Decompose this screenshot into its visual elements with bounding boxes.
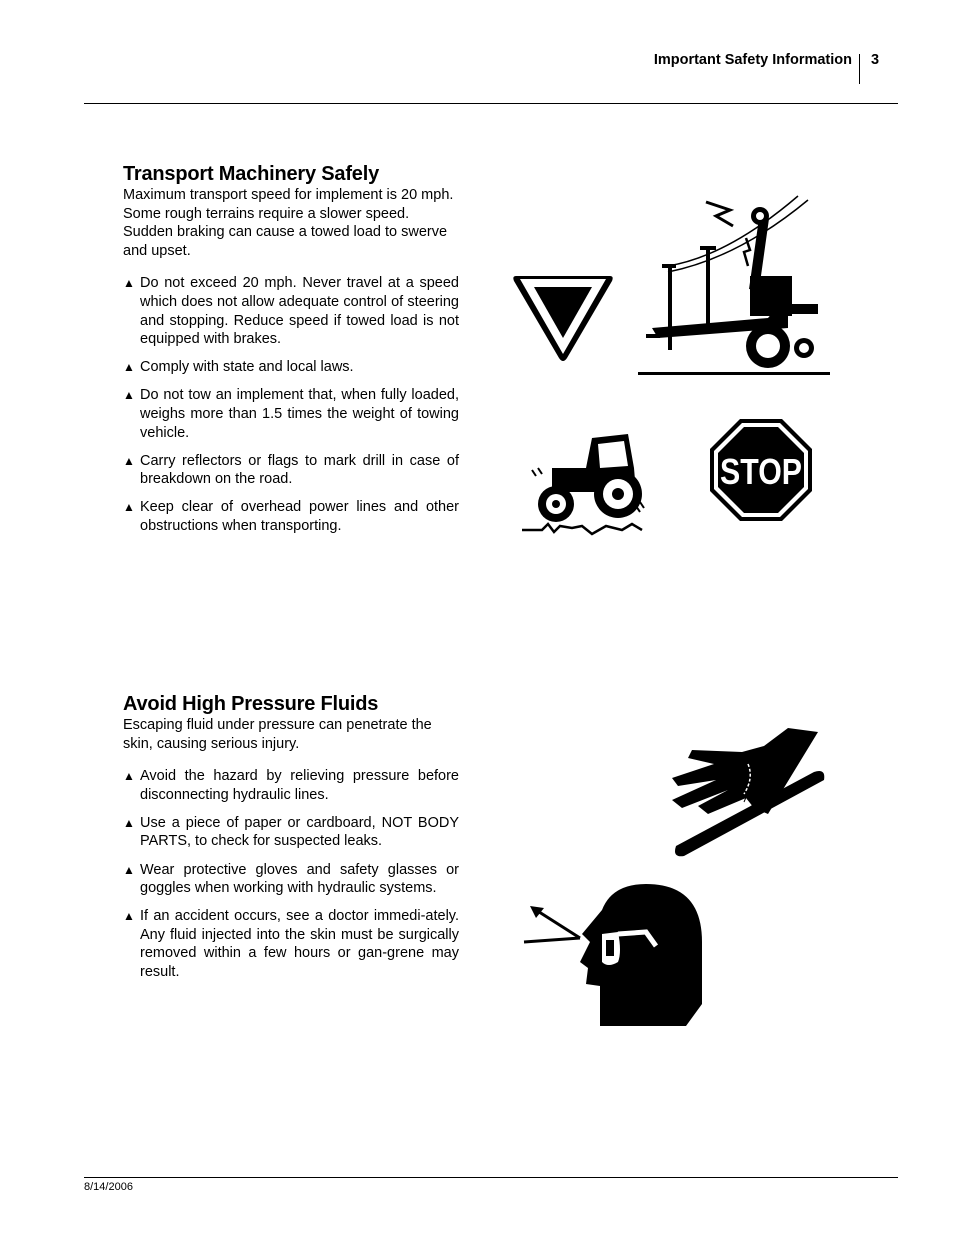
- section-title: Avoid High Pressure Fluids: [123, 693, 379, 715]
- safety-glasses-head-icon: [522, 882, 704, 1028]
- header-rule: [84, 103, 898, 104]
- section-title: Transport Machinery Safely: [123, 163, 380, 185]
- triangle-bullet-icon: ▲: [123, 388, 135, 403]
- power-line-implement-icon: [638, 196, 832, 376]
- triangle-bullet-icon: ▲: [123, 276, 135, 291]
- triangle-bullet-icon: ▲: [123, 862, 135, 877]
- list-item: ▲ Carry reflectors or flags to mark drill in case of breakdown on the road.: [123, 452, 459, 488]
- list-item: ▲ Keep clear of overhead power lines and other obstructions when transporting.: [123, 499, 459, 534]
- triangle-bullet-icon: ▲: [123, 500, 135, 515]
- triangle-bullet-icon: ▲: [123, 453, 135, 468]
- list-item: ▲ Avoid the hazard by relieving pressure before disconnecting hydraulic lines.: [123, 768, 459, 803]
- list-item: ▲ Do not tow an implement that, when fully loaded, weighs more than 1.5 times the weight of towing vehicle.: [123, 387, 459, 441]
- list-item: ▲ Wear protective gloves and safety glasses or goggles when working with hydraulic systems.: [123, 861, 459, 897]
- footer-rule: [84, 1177, 898, 1178]
- tractor-icon: [522, 432, 648, 538]
- triangle-bullet-icon: ▲: [123, 769, 135, 784]
- running-header-title: Important Safety Information: [653, 52, 852, 68]
- bullet-list: [123, 767, 459, 981]
- section-intro: Maximum transport speed for implement is 20 mph. Some rough terrains require a slower speed. Sudden braking can cause a towed load to swerve and upset.: [123, 187, 454, 259]
- page-number: 3: [871, 52, 880, 68]
- section-intro: Escaping fluid under pressure can penetrate the skin, causing serious injury.: [123, 717, 432, 752]
- triangle-bullet-icon: ▲: [123, 815, 135, 830]
- yield-sign-icon: [510, 272, 616, 364]
- hand-hydraulic-leak-icon: [668, 728, 828, 860]
- header-divider: [859, 54, 860, 84]
- bullet-list: [123, 274, 459, 535]
- stop-sign-icon: [709, 418, 813, 522]
- section-high-pressure: [123, 692, 459, 991]
- stop-sign-label: STOP: [720, 451, 802, 492]
- list-item: ▲ Comply with state and local laws.: [123, 359, 354, 376]
- list-item: ▲ Do not exceed 20 mph. Never travel at a speed which does not allow adequate control of steering and stopping. Reduce speed if towed load is not equipped with brakes.: [123, 275, 459, 348]
- triangle-bullet-icon: ▲: [123, 360, 135, 375]
- section-transport: [123, 162, 459, 545]
- list-item: ▲ Use a piece of paper or cardboard, NOT BODY PARTS, to check for suspected leaks.: [123, 814, 459, 850]
- list-item: ▲ If an accident occurs, see a doctor immedi-ately. Any fluid injected into the skin must be surgically removed within a few hours or gan-grene may result.: [123, 908, 459, 981]
- footer-date: 8/14/2006: [84, 1181, 133, 1193]
- triangle-bullet-icon: ▲: [123, 909, 135, 924]
